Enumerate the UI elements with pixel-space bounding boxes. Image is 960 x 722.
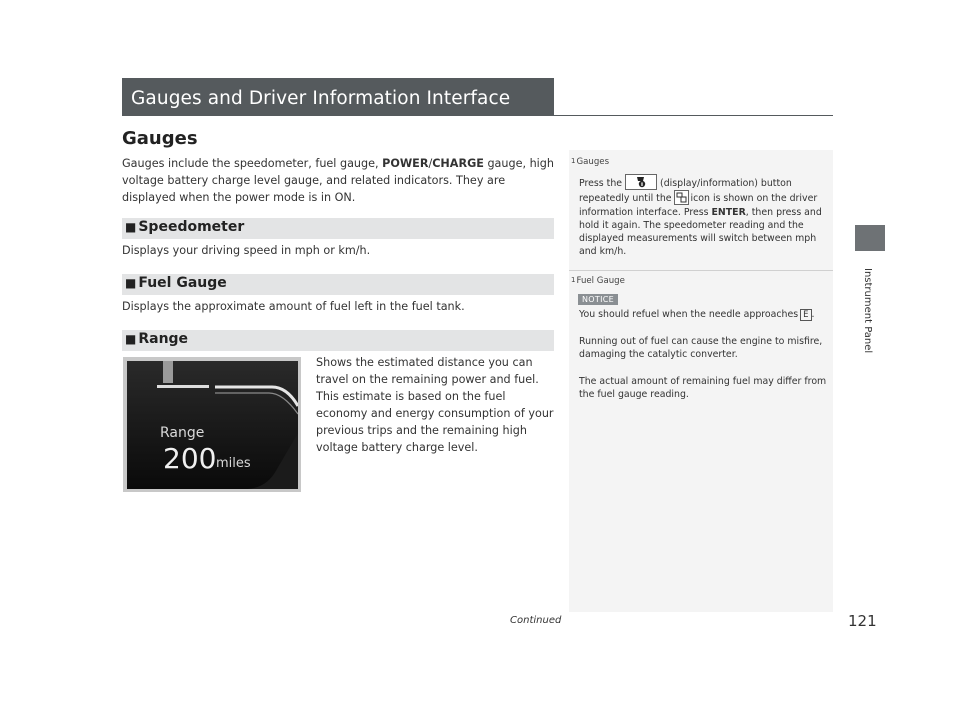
fuel-gauge-text: Displays the approximate amount of fuel left in the fuel tank. bbox=[122, 300, 465, 313]
section-heading-gauges: Gauges bbox=[122, 128, 198, 149]
empty-mark-icon: E bbox=[800, 309, 811, 321]
speedometer-heading: ■ Speedometer bbox=[125, 219, 245, 235]
driver-info-range-icon bbox=[674, 190, 689, 205]
chapter-tab bbox=[855, 225, 885, 251]
chapter-tab-label: Instrument Panel bbox=[862, 268, 873, 354]
range-image-value: 200 bbox=[163, 442, 217, 475]
gauges-note-text: Press the (display/information) button repeatedly until the icon is shown on the driver information interface. Press ENTER, then press and hold it again. The speedometer reading and the displayed measurements will switch between mph and km/h. bbox=[579, 174, 825, 259]
notes-divider bbox=[569, 270, 833, 271]
title-rule bbox=[554, 115, 833, 116]
range-icon bbox=[127, 361, 298, 489]
notice-badge: NOTICE bbox=[578, 294, 618, 305]
range-image-unit: miles bbox=[216, 456, 251, 471]
gauges-note-title: 1Gauges bbox=[571, 157, 610, 167]
speedometer-text: Displays your driving speed in mph or km/h. bbox=[122, 244, 371, 257]
range-heading: ■ Range bbox=[125, 331, 189, 347]
page-number: 121 bbox=[848, 612, 877, 630]
page-title: Gauges and Driver Information Interface bbox=[131, 88, 511, 109]
fuel-note-text-1: You should refuel when the needle approaches E . bbox=[579, 309, 815, 320]
fuel-gauge-heading: ■ Fuel Gauge bbox=[125, 275, 227, 291]
fuel-note-text-2: Running out of fuel can cause the engine to misfire, damaging the catalytic converter. bbox=[579, 336, 823, 361]
fuel-note-title: 1Fuel Gauge bbox=[571, 276, 625, 286]
range-text: Shows the estimated distance you can travel on the remaining power and fuel. This estimate is based on the fuel economy and energy consumption of your previous trips and the remaining high voltage battery charge level. bbox=[316, 356, 554, 454]
intro-paragraph: Gauges include the speedometer, fuel gauge, POWER/CHARGE gauge, high voltage battery charge level gauge, and related indicators. They are displayed when the power mode is in ON. bbox=[122, 157, 554, 204]
continued-label: Continued bbox=[510, 615, 562, 626]
display-information-button-icon bbox=[625, 174, 657, 190]
fuel-note-text-3: The actual amount of remaining fuel may differ from the fuel gauge reading. bbox=[579, 376, 827, 401]
range-image-label: Range bbox=[160, 425, 205, 441]
range-display-screen bbox=[127, 361, 298, 489]
